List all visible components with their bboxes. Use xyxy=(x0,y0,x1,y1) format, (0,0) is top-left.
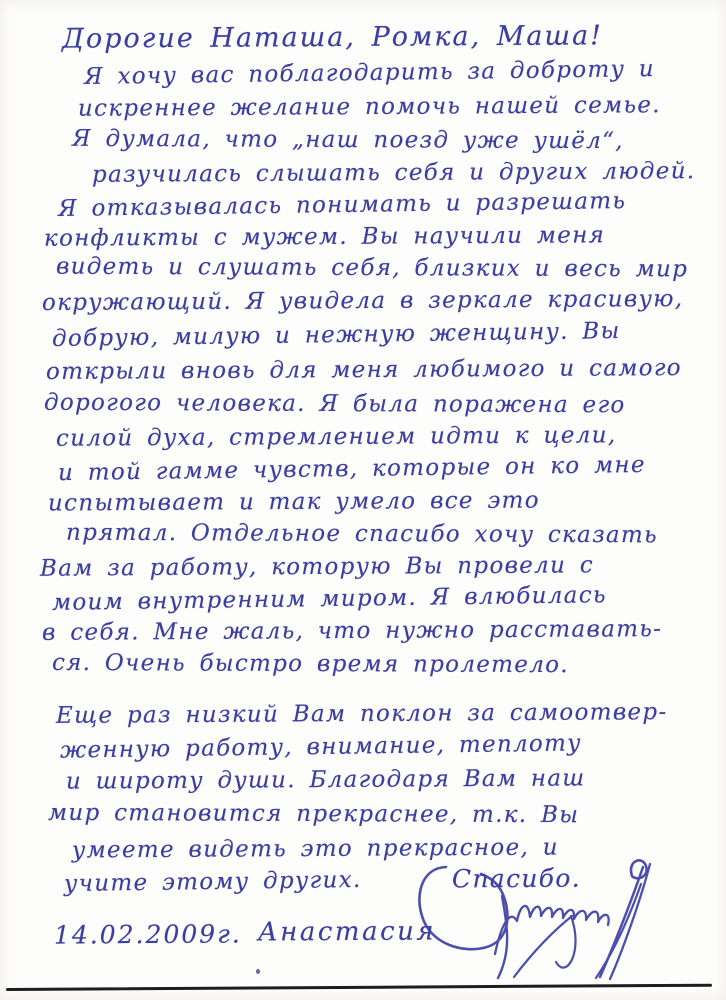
letter-line: конфликты с мужем. Вы научили меня xyxy=(43,222,606,252)
letter-line: моим внутренним миром. Я влюбилась xyxy=(51,582,607,616)
letter-line: силой духа, стремлением идти к цели, xyxy=(55,422,617,452)
letter-line: Вам за работу, которую Вы провели с xyxy=(39,552,595,582)
letter-line: прятал. Отдельное спасибо хочу сказать xyxy=(65,519,658,549)
letter-line: и широту души. Благодаря Вам наш xyxy=(65,765,586,795)
letter-line: умеете видеть это прекрасное, и xyxy=(71,834,559,864)
letter-line: Я отказывалась понимать и разрешать xyxy=(57,188,627,222)
letter-line: Я хочу вас поблагодарить за доброту и xyxy=(83,56,656,90)
closing-word: Спасибо. xyxy=(451,863,581,894)
letter-line: испытывает и так умело все это xyxy=(47,487,540,517)
letter-line: окружающий. Я увидела в зеркале красивую, xyxy=(41,286,684,316)
letter-line: в себя. Мне жаль, что нужно расставать- xyxy=(41,616,663,646)
letter-line: открыли вновь для меня любимого и самого xyxy=(45,355,682,385)
letter-line: и той гамме чувств, которые он ко мне xyxy=(57,451,646,487)
letter-date: 14.02.2009г. xyxy=(53,919,242,950)
letter-line: Еще раз низкий Вам поклон за самоотвер- xyxy=(55,699,668,729)
letter-line: добрую, милую и нежную женщину. Вы xyxy=(51,318,621,352)
letter-line: разучилась слышать себя и других людей. xyxy=(91,158,696,188)
letter-line: учите этому других. xyxy=(63,866,362,898)
salutation: Дорогие Наташа, Ромка, Маша! xyxy=(61,20,604,55)
letter-line: искреннее желание помочь нашей семье. xyxy=(77,92,661,122)
letter-line: женную работу, внимание, теплоту xyxy=(59,730,583,764)
letter-line: мир становится прекраснее, т.к. Вы xyxy=(47,799,580,829)
letter-line: Я думала, что „наш поезд уже ушёл“, xyxy=(71,125,624,155)
letter-line: видеть и слушать себя, близких и весь мир xyxy=(55,253,689,283)
letter-line: ся. Очень быстро время пролетело. xyxy=(51,649,569,679)
scan-edge-line xyxy=(6,984,712,991)
letter-line: дорогого человека. Я была поражена его xyxy=(43,389,626,419)
ink-speck xyxy=(256,969,260,974)
signature-name: Анастасия xyxy=(257,916,437,948)
